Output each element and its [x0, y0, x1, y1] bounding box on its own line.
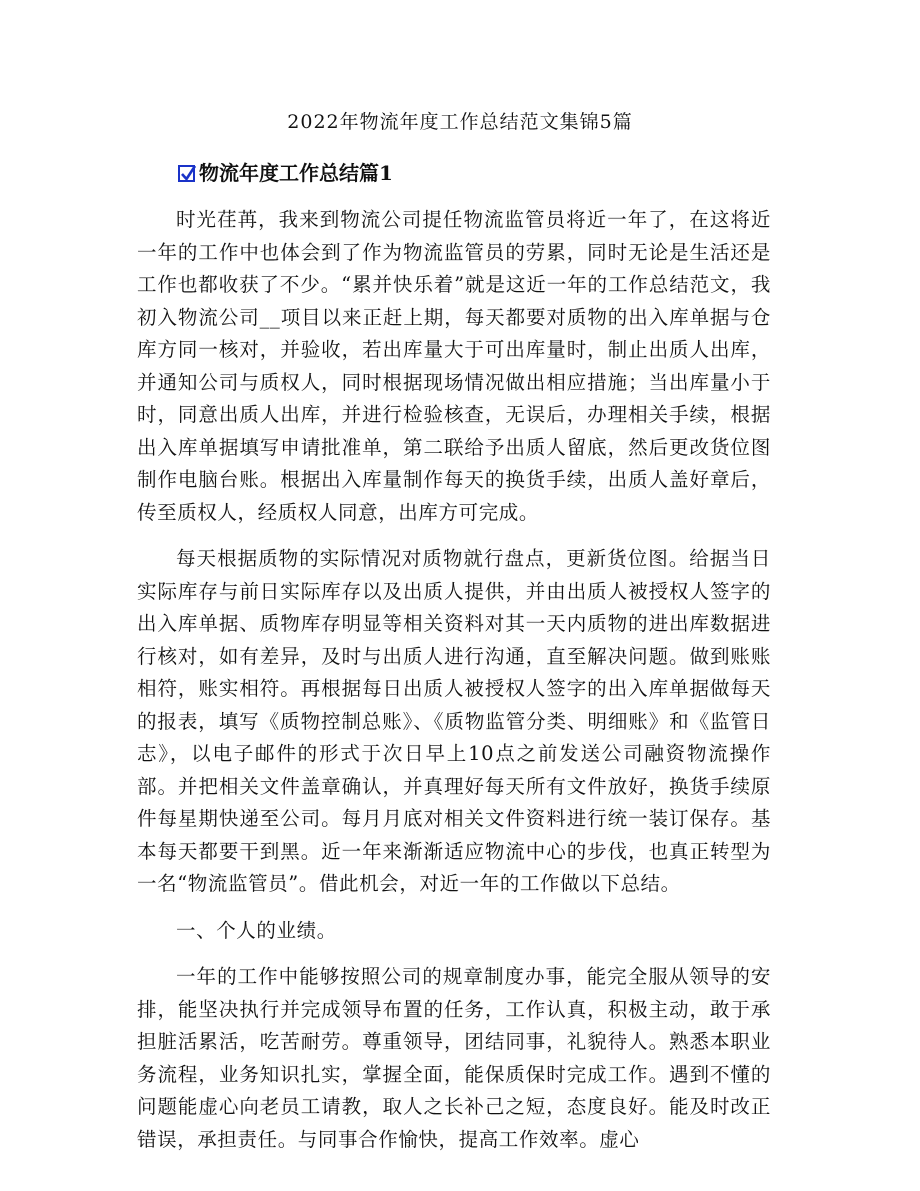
document-title: 2022年物流年度工作总结范文集锦5篇: [287, 111, 633, 133]
paragraph: 时光荏苒，我来到物流公司提任物流监管员将近一年了，在这将近一年的工作中也体会到了作为物流监管员的劳累，同时无论是生活还是工作也都收获了不少。“累并快乐着”就是这近一年的工作总结范文，我初入物流公司__项目以来正赶上期，每天都要对质物的出入库单据与仓库方同一核对，并验收，若出库量大于可出库量时，制止出质人出库，并通知公司与质权人，同时根据现场情况做出相应措施；当出库量小于时，同意出质人出库，并进行检验核查，无误后，办理相关手续，根据出入库单据填写申请批准单，第二联给予出质人留底，然后更改货位图制作电脑台账。根据出入库量制作每天的换货手续，出质人盖好章后，传至质权人，经质权人同意，出库方可完成。: [137, 208, 771, 524]
section-heading: [178, 158, 393, 188]
checkbox-checked-icon: [178, 165, 195, 182]
section-heading-text: 物流年度工作总结篇1: [199, 161, 393, 185]
paragraph: 每天根据质物的实际情况对质物就行盘点，更新货位图。给据当日实际库存与前日实际库存以及出质人提供，并由出质人被授权人签字的出入库单据、质物库存明显等相关资料对其一天内质物的进出库数据进行核对，如有差异，及时与出质人进行沟通，直至解决问题。做到账账相符，账实相符。再根据每日出质人被授权人签字的出入库单据做每天的报表，填写《质物控制总账》、《质物监管分类、明细账》和《监管日志》，以电子邮件的形式于次日早上10点之前发送公司融资物流操作部。并把相关文件盖章确认，并真理好每天所有文件放好，换货手续原件每星期快递至公司。每月月底对相关文件资料进行统一装订保存。基本每天都要干到黑。近一年来渐渐适应物流中心的步伐，也真正转型为一名“物流监管员”。借此机会，对近一年的工作做以下总结。: [137, 547, 771, 895]
paragraph: 一年的工作中能够按照公司的规章制度办事，能完全服从领导的安排，能坚决执行并完成领导布置的任务，工作认真，积极主动，敢于承担脏活累活，吃苦耐劳。尊重领导，团结同事，礼貌待人。熟悉本职业务流程，业务知识扎实，掌握全面，能保质保时完成工作。遇到不懂的问题能虚心向老员工请教，取人之长补己之短，态度良好。能及时改正错误，承担责任。与同事合作愉快，提高工作效率。虚心: [137, 965, 771, 1151]
paragraph: 一、个人的业绩。: [176, 918, 337, 942]
document-body: [137, 204, 771, 1170]
